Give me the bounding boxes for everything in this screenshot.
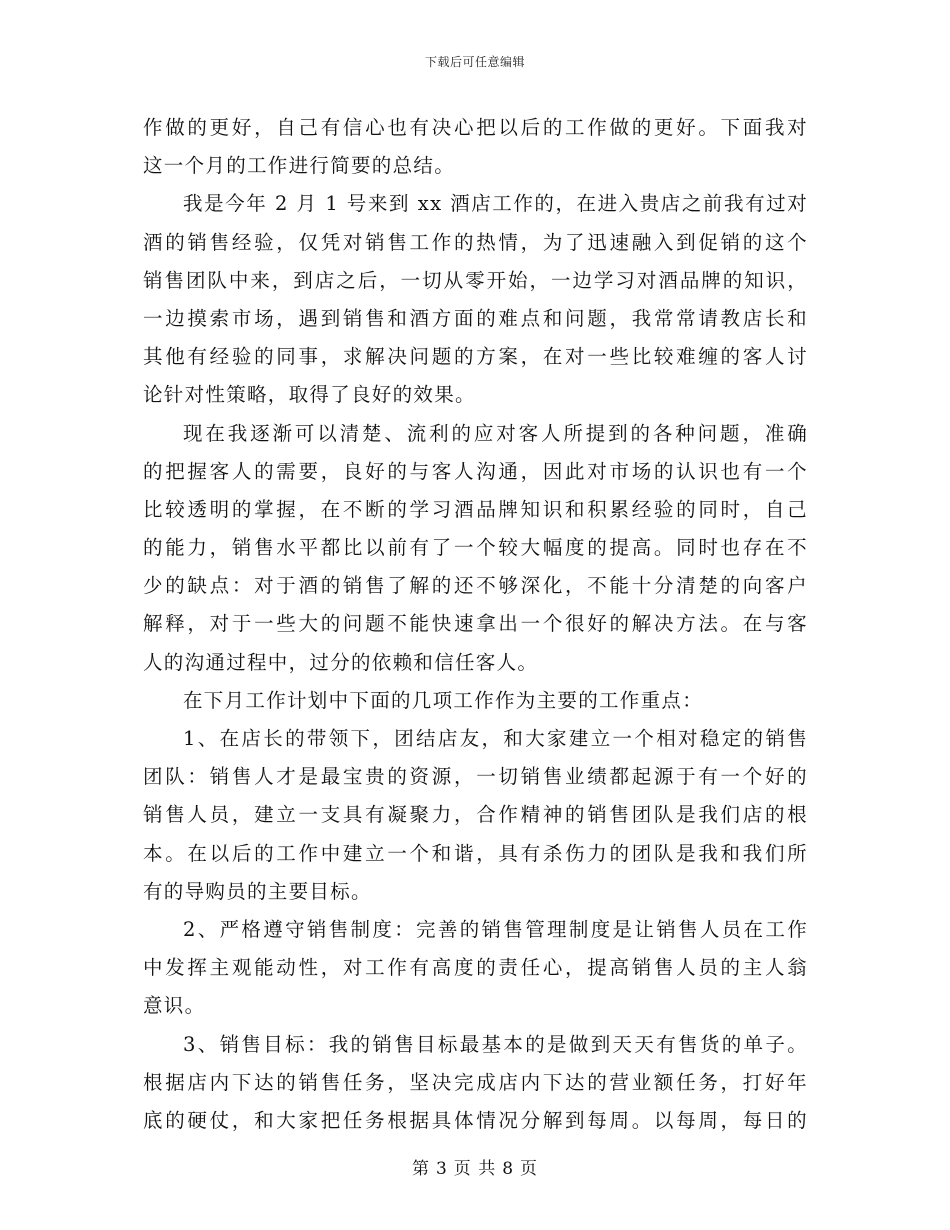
text-line: 中发挥主观能动性，对工作有高度的责任心，提高销售人员的主人翁: [143, 956, 808, 980]
text-line: 1、在店长的带领下，团结店友，和大家建立一个相对稳定的销售: [183, 727, 808, 750]
text-line: 酒的销售经验，仅凭对销售工作的热情，为了迅速融入到促销的这个: [143, 230, 808, 254]
text-line: 在下月工作计划中下面的几项工作作为主要的工作重点：: [183, 688, 704, 712]
text-line: 的能力，销售水平都比以前有了一个较大幅度的提高。同时也存在不: [143, 536, 808, 560]
body-text: [143, 109, 808, 1140]
text-line: 现在我逐渐可以清楚、流利的应对客人所提到的各种问题，准确: [183, 421, 808, 445]
total-pages-number: 8: [502, 1159, 515, 1179]
text-line: 意识。: [143, 994, 206, 1018]
text-line: 作做的更好，自己有信心也有决心把以后的工作做的更好。下面我对: [143, 116, 808, 139]
text-line: 销售团队中来，到店之后，一切从零开始，一边学习对酒品牌的知识，: [143, 268, 808, 292]
text-line: 3、销售目标：我的销售目标最基本的是做到天天有售货的单子。: [183, 1032, 808, 1056]
text-line: 本。在以后的工作中建立一个和谐，具有杀伤力的团队是我和我们所: [143, 841, 808, 865]
page-label-suffix: 页: [520, 1159, 539, 1179]
text-line: 比较透明的掌握，在不断的学习酒品牌知识和积累经验的同时，自己: [143, 497, 808, 521]
text-line: 我是今年 2 月 1 号来到 xx 酒店工作的，在进入贵店之前我有过对: [183, 192, 808, 216]
text-line: 人的沟通过程中，过分的依赖和信任客人。: [143, 650, 539, 674]
text-line: 论针对性策略，取得了良好的效果。: [143, 383, 476, 407]
current-page-number: 3: [435, 1159, 448, 1179]
text-line: 底的硬仗，和大家把任务根据具体情况分解到每周。以每周，每日的: [143, 1108, 808, 1132]
text-line: 有的导购员的主要目标。: [143, 879, 372, 903]
text-line: 根据店内下达的销售任务，坚决完成店内下达的营业额任务，打好年: [143, 1070, 808, 1094]
text-line: 的把握客人的需要，良好的与客人沟通，因此对市场的认识也有一个: [143, 459, 808, 483]
page-header: 下载后可任意编辑: [424, 55, 525, 69]
text-line: 这一个月的工作进行简要的总结。: [143, 154, 456, 178]
text-line: 其他有经验的同事，求解决问题的方案，在对一些比较难缠的客人讨: [143, 345, 808, 369]
text-line: 2、严格遵守销售制度：完善的销售管理制度是让销售人员在工作: [183, 917, 808, 941]
page-label-prefix: 第: [411, 1159, 430, 1179]
text-line: 少的缺点：对于酒的销售了解的还不够深化，不能十分清楚的向客户: [143, 574, 808, 598]
text-line: 一边摸索市场，遇到销售和酒方面的难点和问题，我常常请教店长和: [143, 306, 808, 330]
page-label-mid: 页 共: [453, 1159, 497, 1179]
text-line: 团队：销售人才是最宝贵的资源，一切销售业绩都起源于有一个好的: [143, 765, 808, 789]
text-line: 销售人员，建立一支具有凝聚力，合作精神的销售团队是我们店的根: [143, 803, 808, 827]
page-footer: [0, 1154, 950, 1179]
text-line: 解释，对于一些大的问题不能快速拿出一个很好的解决方法。在与客: [143, 612, 808, 636]
